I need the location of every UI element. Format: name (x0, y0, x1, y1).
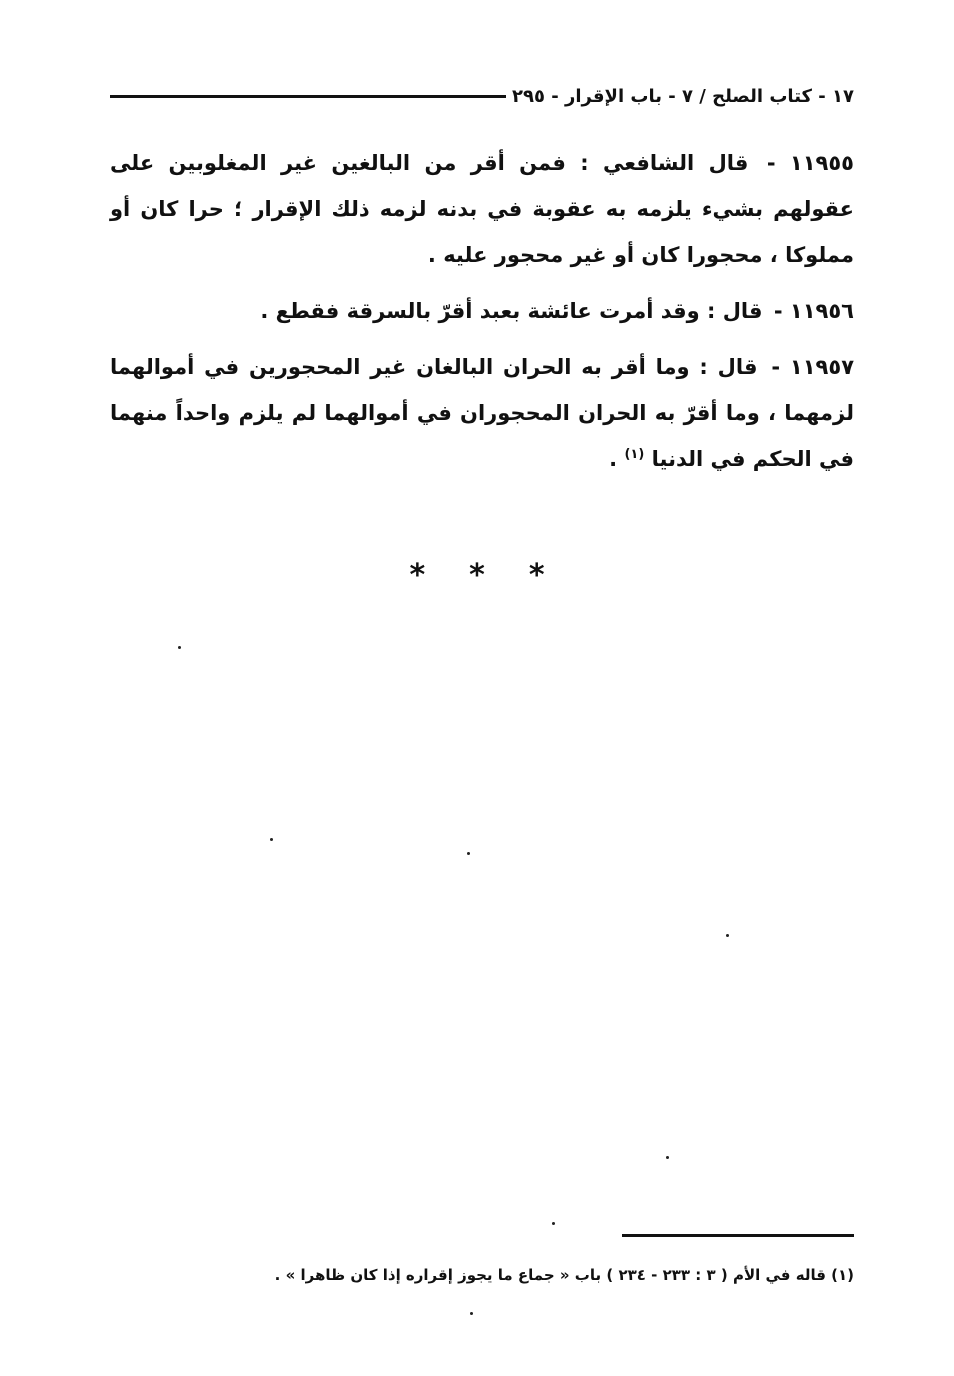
section-separator (0, 556, 954, 596)
scan-speck (726, 934, 729, 937)
separator-star: * (409, 558, 426, 593)
separator-star: * (469, 558, 485, 593)
separator-star: * (528, 558, 545, 593)
paragraph-tail: . (609, 447, 618, 471)
paragraph-11955 (110, 140, 854, 278)
scan-speck (270, 838, 273, 841)
scan-speck (470, 1312, 473, 1315)
footnote-rule (622, 1234, 854, 1237)
paragraph-11957 (110, 344, 854, 482)
main-text (110, 140, 854, 492)
scan-speck (467, 852, 470, 855)
scan-speck (552, 1222, 555, 1225)
header-rule (110, 95, 506, 98)
footnote-text: (١) قاله في الأم ( ٣ : ٢٣٣ - ٢٣٤ ) باب « جماع ما يجوز إقراره إذا كان ظاهرا » . (274, 1266, 854, 1284)
running-header (110, 78, 854, 114)
paragraph-text: قال الشافعي : فمن أقر من البالغين غير المغلوبين على عقولهم بشيء يلزمه به عقوبة في بدنه لزمه ذلك الإقرار ؛ حرا كان أو مملوكا ، محجورا كان أو غير محجور عليه . (110, 151, 854, 267)
paragraph-text: قال : وقد أمرت عائشة بعبد أقرّ بالسرقة فقطع . (260, 299, 763, 323)
paragraph-text: قال : وما أقر به الحران البالغان غير المحجورين في أموالهما لزمهما ، وما أقرّ به الحران المحجوران في أموالهما لم يلزم واحداً منهما في الحكم في الدنيا (110, 355, 854, 471)
scan-speck (666, 1156, 669, 1159)
running-title: ١٧ - كتاب الصلح / ٧ - باب الإقرار - ٢٩٥ (512, 85, 854, 107)
scan-speck (178, 646, 181, 649)
paragraph-number: ١١٩٥٦ - (773, 299, 854, 323)
paragraph-number: ١١٩٥٧ - (771, 355, 855, 379)
footnote (110, 1262, 854, 1288)
paragraph-number: ١١٩٥٥ - (766, 151, 854, 175)
footnote-reference[interactable]: (١) (624, 447, 645, 462)
paragraph-11956 (110, 288, 854, 334)
